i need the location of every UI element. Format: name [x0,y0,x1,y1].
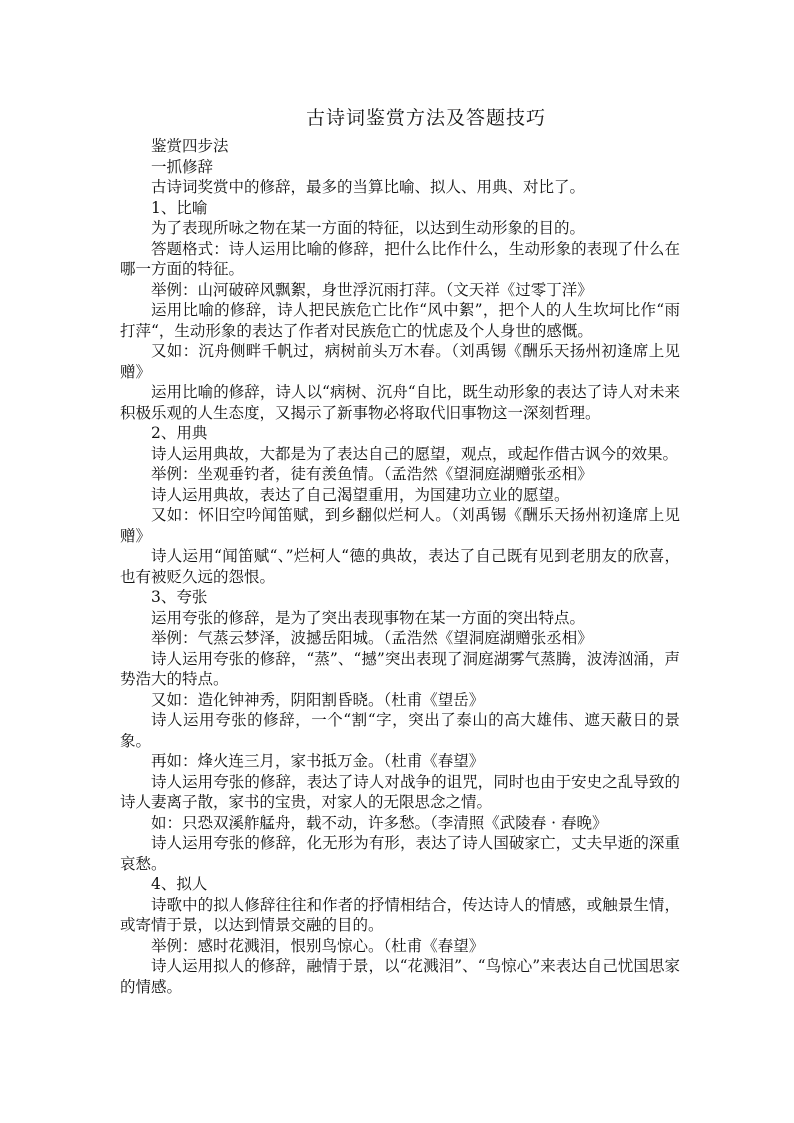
paragraph: 诗人运用典故，表达了自己渴望重用，为国建功立业的愿望。 [151,485,570,504]
example-quote: 再如：烽火连三月，家书抵万金。（杜甫《春望》 [151,752,485,770]
example-quote: 又如：沉舟侧畔千帆过，病树前头万木春。（刘禹锡《酬乐天扬州初逢席上见赠》 [120,342,680,381]
paragraph: 诗人运用夸张的修辞，表达了诗人对战争的诅咒，同时也由于安史之乱导致的诗人妻离子散，家书的宝贵，对家人的无限思念之情。 [120,772,680,811]
paragraph: 诗人运用夸张的修辞，“蒸”、“撼”突出表现了洞庭湖雾气蒸腾，波涛汹涌，声势浩大的特点。 [120,649,680,688]
paragraph: 诗人运用“闻笛赋“、”烂柯人“德的典故，表达了自己既有见到老朋友的欣喜，也有被贬久远的怨恨。 [120,547,680,586]
paragraph: 为了表现所咏之物在某一方面的特征，以达到生动形象的目的。 [151,219,586,237]
example-quote: 举例：感时花溅泪，恨别鸟惊心。（杜甫《春望》 [151,936,485,955]
section-heading: 鉴赏四步法 [151,137,229,155]
subsection-heading: 3、夸张 [151,588,208,606]
paragraph: 诗歌中的拟人修辞往往和作者的抒情相结合，传达诗人的情感，或触景生情，或寄情于景，以达到情景交融的目的。 [120,895,680,934]
document-title: 古诗词鉴赏方法及答题技巧 [305,107,546,129]
section-heading: 一抓修辞 [151,157,214,176]
example-quote: 举例：山河破碎风飘絮，身世浮沉雨打萍。（文天祥《过零丁洋》 [151,280,593,299]
paragraph: 诗人运用夸张的修辞，一个“割“字，突出了泰山的高大雄伟、遮天蔽日的景象。 [120,711,680,750]
paragraph: 诗人运用典故，大都是为了表达自己的愿望，观点，或起作借古讽今的效果。 [151,444,679,463]
example-quote: 举例：坐观垂钓者，徒有羡鱼情。（孟浩然《望洞庭湖赠张丞相》 [151,465,593,483]
subsection-heading: 1、比喻 [151,198,208,217]
example-quote: 如：只恐双溪舴艋舟，载不动，许多愁。（李清照《武陵春 · 春晚》 [151,813,608,832]
paragraph: 答题格式：诗人运用比喻的修辞，把什么比作什么，生动形象的表现了什么在哪一方面的特征。 [120,239,680,278]
paragraph: 运用比喻的修辞，诗人以“病树、沉舟“自比，既生动形象的表达了诗人对未来积极乐观的人生态度，又揭示了新事物必将取代旧事物这一深刻哲理。 [120,383,680,422]
subsection-heading: 4、拟人 [151,875,208,893]
paragraph: 运用比喻的修辞，诗人把民族危亡比作“风中絮”，把个人的人生坎坷比作“雨打萍“，生动形象的表达了作者对民族危亡的忧虑及个人身世的感慨。 [120,301,680,340]
document-body [120,136,680,997]
example-quote: 又如：怀旧空吟闻笛赋，到乡翻似烂柯人。（刘禹锡《酬乐天扬州初逢席上见赠》 [120,506,680,545]
paragraph: 诗人运用夸张的修辞，化无形为有形，表达了诗人国破家亡，丈夫早逝的深重哀愁。 [120,834,680,873]
paragraph: 诗人运用拟人的修辞，融情于景，以“花溅泪”、“鸟惊心”来表达自己忧国思家的情感。 [120,957,680,996]
example-quote: 举例：气蒸云梦泽，波撼岳阳城。（孟浩然《望洞庭湖赠张丞相》 [151,629,593,647]
example-quote: 又如：造化钟神秀，阴阳割昏晓。（杜甫《望岳》 [151,690,485,709]
paragraph: 古诗词奖赏中的修辞，最多的当算比喻、拟人、用典、对比了。 [151,178,586,196]
paragraph: 运用夸张的修辞，是为了突出表现事物在某一方面的突出特点。 [151,608,586,627]
subsection-heading: 2、用典 [151,424,208,442]
